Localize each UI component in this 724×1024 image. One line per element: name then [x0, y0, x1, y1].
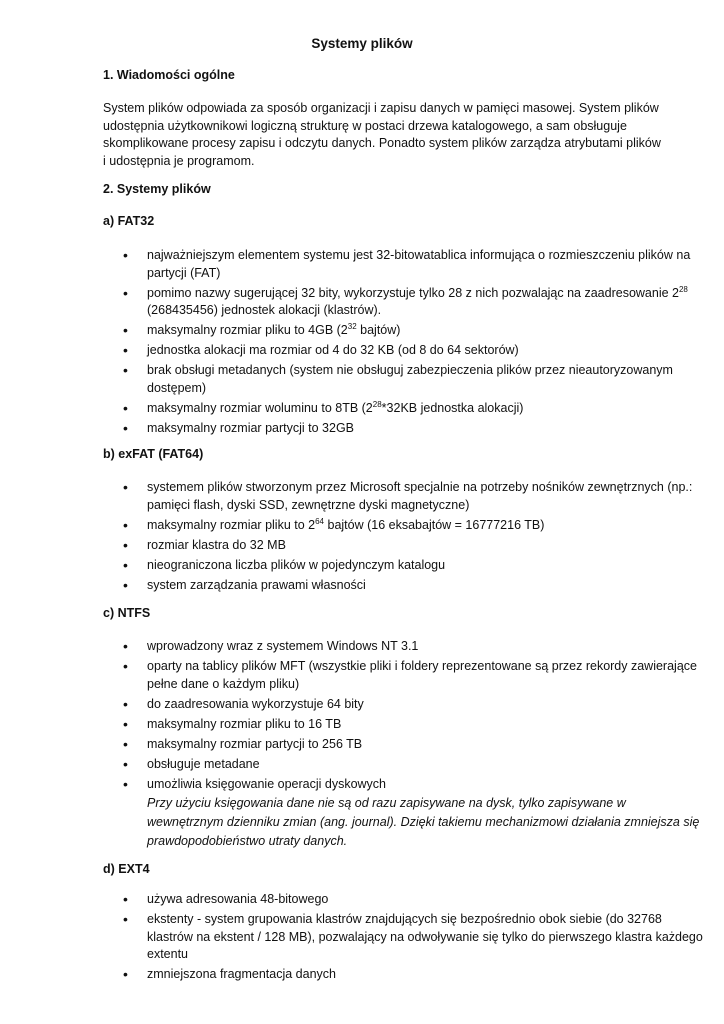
list-item: • obsługuje metadane — [0, 756, 724, 774]
ntfs-list — [0, 638, 724, 854]
list-item: • system zarządzania prawami własności — [0, 577, 724, 595]
list-item: • maksymalny rozmiar partycji to 256 TB — [0, 736, 724, 754]
list-item: • maksymalny rozmiar pliku to 4GB ($2^{32}$ bajtów) — [0, 322, 724, 340]
ntfs-heading: c) NTFS — [103, 606, 151, 620]
fat32-heading: a) FAT32 — [103, 214, 155, 228]
list-item: • maksymalny rozmiar pliku to 16 TB — [0, 716, 724, 734]
list-item: • maksymalny rozmiar pliku to $2^{64}$ bajtów (16 eksabajtów = 16777216 TB) — [0, 517, 724, 535]
list-item: • ekstenty - system grupowania klastrów znajdujących się bezpośrednio obok siebie (do 32768 klastrów na ekstent / 128 MB), pozwalający na odwoływanie się tylko do pierwszego klastra każdego extentu — [0, 911, 724, 964]
ext4-heading: d) EXT4 — [103, 862, 150, 876]
ext4-list — [0, 891, 724, 986]
journaling-note: Przy użyciu księgowania dane nie są od razu zapisywane na dysk, tylko zapisywane w wewnętrznym dzienniku zmian (ang. journal). Dzięki takiemu mechanizmowi działania zmniejsza się prawdopodobieństwo utraty danych. — [147, 796, 700, 848]
list-item: • nieograniczona liczba plików w pojedynczym katalogu — [0, 557, 724, 575]
document-title: Systemy plików — [311, 36, 413, 51]
list-item: • wprowadzony wraz z systemem Windows NT 3.1 — [0, 638, 724, 656]
exfat-list — [0, 479, 724, 597]
section-1-heading: 1. Wiadomości ogólne — [103, 68, 235, 82]
exfat-heading: b) exFAT (FAT64) — [103, 447, 204, 461]
list-item: • brak obsługi metadanych (system nie obsługuj zabezpieczenia plików przez nieautoryzowanym dostępem) — [0, 362, 724, 397]
list-item: • jednostka alokacji ma rozmiar od 4 do 32 KB (od 8 do 64 sektorów) — [0, 342, 724, 360]
list-item: • zmniejszona fragmentacja danych — [0, 966, 724, 984]
list-item: • oparty na tablicy plików MFT (wszystkie pliki i foldery reprezentowane są przez rekordy zawierające pełne dane o każdym pliku) — [0, 658, 724, 693]
list-item: • pomimo nazwy sugerującej 32 bity, wykorzystuje tylko 28 z nich pozwalając na zaadresowanie $2^{28}$ (268435456) jednostek alokacji (klastrów). — [0, 285, 724, 320]
list-item: • maksymalny rozmiar partycji to 32GB — [0, 420, 724, 438]
fat32-list — [0, 247, 724, 440]
list-item: • najważniejszym elementem systemu jest 32-bitowatablica informująca o rozmieszczeniu plików na partycji (FAT) — [0, 247, 724, 282]
section-2-heading: 2. Systemy plików — [103, 182, 211, 196]
section-1-paragraph: System plików odpowiada za sposób organizacji i zapisu danych w pamięci masowej. System plików udostępnia użytkownikowi logiczną strukturę w postaci drzewa katalogowego, a sam obsługuje skomplikowane procesy zapisu i odczytu danych. Ponadto system plików zarządza atrybutami plików i udostępnia je programom. — [103, 101, 661, 168]
list-item: • używa adresowania 48-bitowego — [0, 891, 724, 909]
list-item: • maksymalny rozmiar woluminu to 8TB ($2^{28}*32KB$ jednostka alokacji) — [0, 400, 724, 418]
list-item: • do zaadresowania wykorzystuje 64 bity — [0, 696, 724, 714]
list-item: • umożliwia księgowanie operacji dyskowych Przy użyciu księgowania dane nie są od razu zapisywane na dysk, tylko zapisywane w wewnętrznym dzienniku zmian (ang. journal). Dzięki takiemu mechanizmowi działania zmniejsza się prawdopodobieństwo utraty danych. — [0, 776, 724, 852]
list-item: • systemem plików stworzonym przez Microsoft specjalnie na potrzeby nośników zewnętrznych (np.: pamięci flash, dyski SSD, zewnętrzne dyski magnetyczne) — [0, 479, 724, 514]
list-item: • rozmiar klastra do 32 MB — [0, 537, 724, 555]
